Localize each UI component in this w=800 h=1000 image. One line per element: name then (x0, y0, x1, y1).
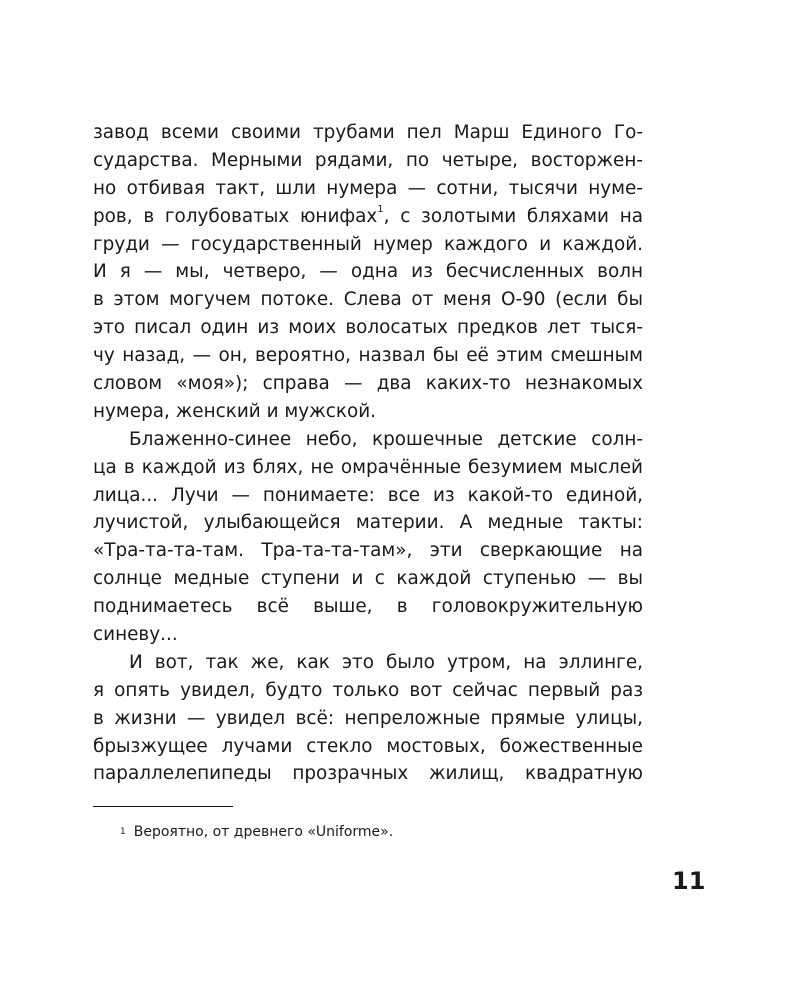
text-line: И вот, так же, как это было утром, на эллинге, (129, 651, 643, 673)
text-line: это писал один из моих волосатых предков лет тыся- (93, 317, 643, 339)
text-line: груди — государственный нумер каждого и каждой. (93, 233, 643, 255)
footnote-text: Вероятно, от древнего «Uniforme». (133, 824, 394, 840)
footnote-marker: 1 (120, 827, 126, 837)
text-line: лучистой, улыбающейся материи. А медные такты: (93, 512, 643, 534)
text-line: поднимаетесь всё выше, в головокружительную (93, 596, 643, 618)
text-line: «Тра-та-та-там. Тра-та-та-там», эти сверкающие на (93, 540, 643, 562)
text-line: солнце медные ступени и с каждой ступенью — вы (93, 568, 643, 590)
text-line: в этом могучем потоке. Слева от меня О-90 (если бы (93, 289, 643, 311)
text-line: Блаженно-синее небо, крошечные детские солн- (129, 428, 643, 450)
footnote-divider (93, 806, 233, 807)
text-line: сударства. Мерными рядами, по четыре, восторжен- (93, 149, 643, 171)
text-line-head: ров, в голубоватых юнифах (93, 205, 378, 227)
text-line: словом «моя»); справа — два каких-то незнакомых (93, 373, 643, 395)
text-line: И я — мы, четверо, — одна из бесчисленных волн (93, 261, 643, 283)
page-number: 11 (672, 867, 706, 895)
body-text (93, 119, 643, 788)
text-line: параллелепипеды прозрачных жилищ, квадратную (93, 763, 643, 785)
footnote-reference: 1 (377, 203, 384, 215)
text-line: завод всеми своими трубами пел Марш Единого Го- (93, 122, 643, 143)
text-line: я опять увидел, будто только вот сейчас первый раз (93, 679, 643, 701)
text-line: нумера, женский и мужской. (93, 400, 376, 422)
text-line: чу назад, — он, вероятно, назвал бы её этим смешным (93, 345, 643, 367)
text-line: но отбивая такт, шли нумера — сотни, тысячи нуме- (93, 177, 643, 199)
text-line: ца в каждой из блях, не омрачённые безумием мыслей (93, 456, 643, 478)
text-line: лица... Лучи — понимаете: все из какой-то единой, (93, 484, 643, 506)
footnote (120, 822, 393, 842)
text-line: в жизни — увидел всё: непреложные прямые улицы, (93, 707, 643, 729)
text-line: брызжущее лучами стекло мостовых, божественные (93, 735, 643, 757)
text-line: синеву... (93, 624, 178, 646)
text-line-tail: , с золотыми бляхами на (383, 205, 643, 227)
text-line-with-footnote (93, 203, 643, 231)
